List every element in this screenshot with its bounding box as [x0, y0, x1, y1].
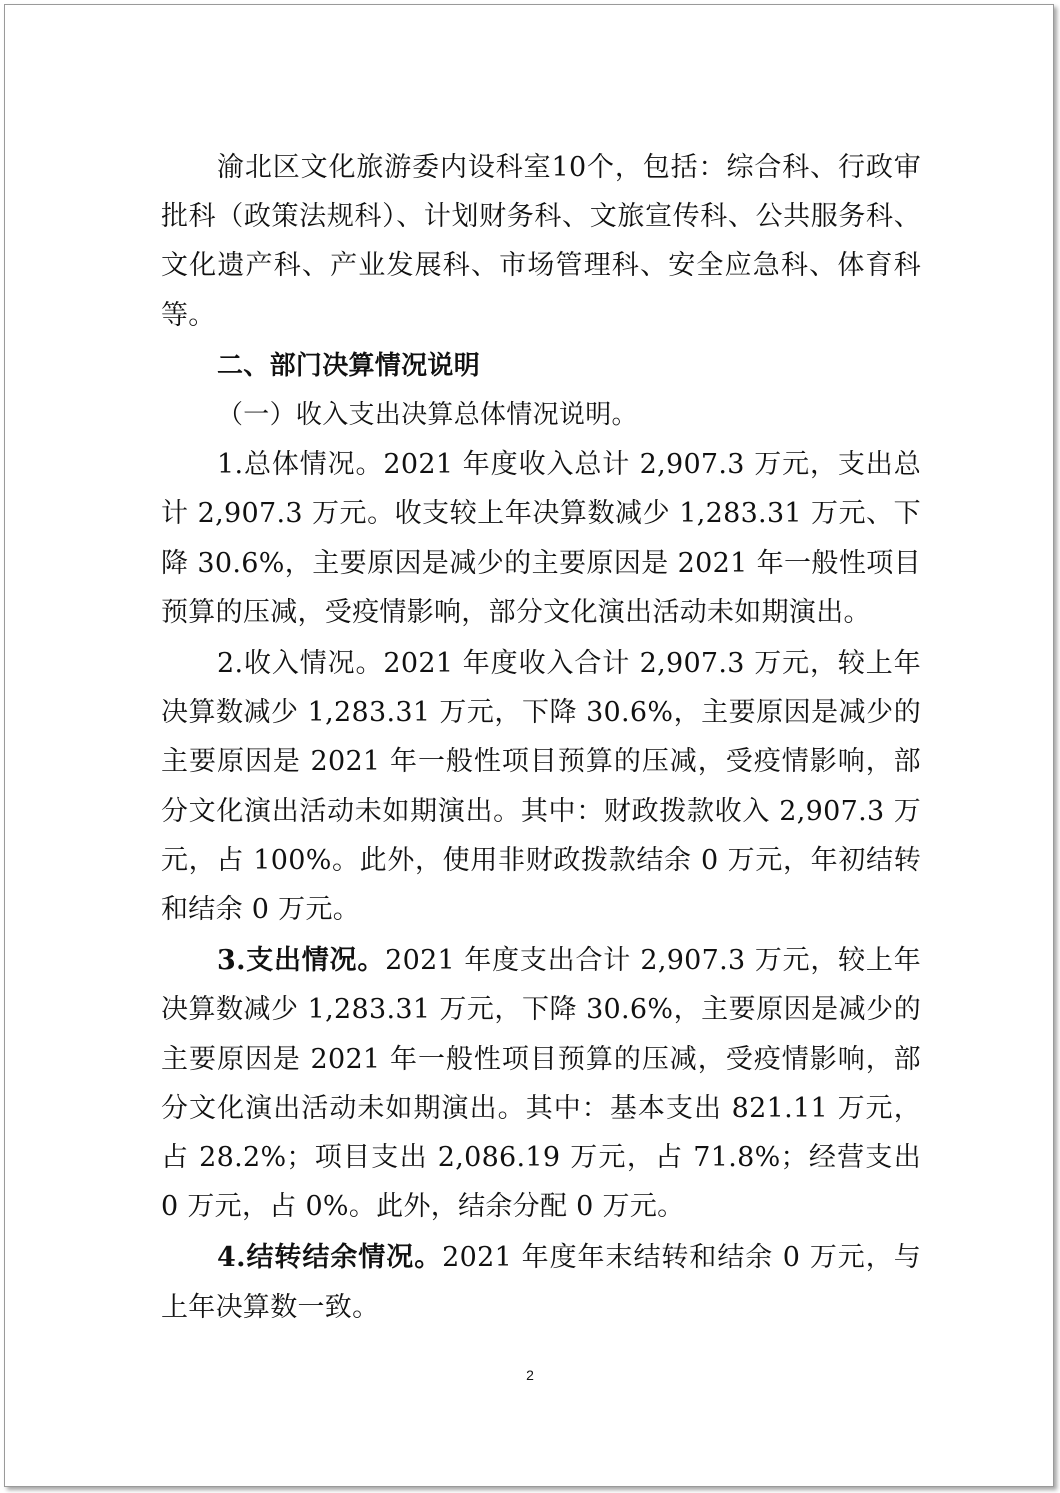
subsection-heading: （一）收入支出决算总体情况说明。	[217, 400, 638, 431]
intro-paragraph: 渝北区文化旅游委内设科室10个，包括：综合科、行政审批科（政策法规科）、计划财务科、文旅宣传科、公共服务科、文化遗产科、产业发展科、市场管理科、安全应急科、体育科等。	[161, 152, 921, 331]
page-number: 2	[526, 1367, 534, 1383]
carryover-paragraph	[161, 1233, 921, 1331]
carryover-text: 2021 年度年末结转和结余 0 万元，与上年决算数一致。	[161, 1242, 921, 1323]
expenditure-lead: 3.支出情况。	[217, 945, 386, 977]
page-content	[161, 143, 921, 1332]
expenditure-paragraph	[161, 936, 921, 1231]
document-page	[4, 4, 1054, 1487]
carryover-lead: 4.结转结余情况。	[217, 1242, 443, 1274]
overall-paragraph: 1.总体情况。2021 年度收入总计 2,907.3 万元，支出总计 2,907.3 万元。收支较上年决算数减少 1,283.31 万元、下降 30.6%，主要原因是减少的主要原因是 2021 年一般性项目预算的压减，受疫情影响，部分文化演出活动未如期演出。	[161, 449, 921, 628]
section-heading: 二、部门决算情况说明	[217, 350, 481, 381]
expenditure-text: 2021 年度支出合计 2,907.3 万元，较上年决算数减少 1,283.31 万元，下降 30.6%，主要原因是减少的主要原因是 2021 年一般性项目预算的压减，受疫情影响，部分文化演出活动未如期演出。其中：基本支出 821.11 万元，占 28.2%；项目支出 2,086.19 万元，占 71.8%；经营支出 0 万元，占 0%。此外，结余分配 0 万元。	[161, 945, 921, 1223]
income-paragraph: 2.收入情况。2021 年度收入合计 2,907.3 万元，较上年决算数减少 1,283.31 万元，下降 30.6%，主要原因是减少的主要原因是 2021 年一般性项目预算的压减，受疫情影响，部分文化演出活动未如期演出。其中：财政拨款收入 2,907.3 万元，占 100%。此外，使用非财政拨款结余 0 万元，年初结转和结余 0 万元。	[161, 648, 921, 926]
